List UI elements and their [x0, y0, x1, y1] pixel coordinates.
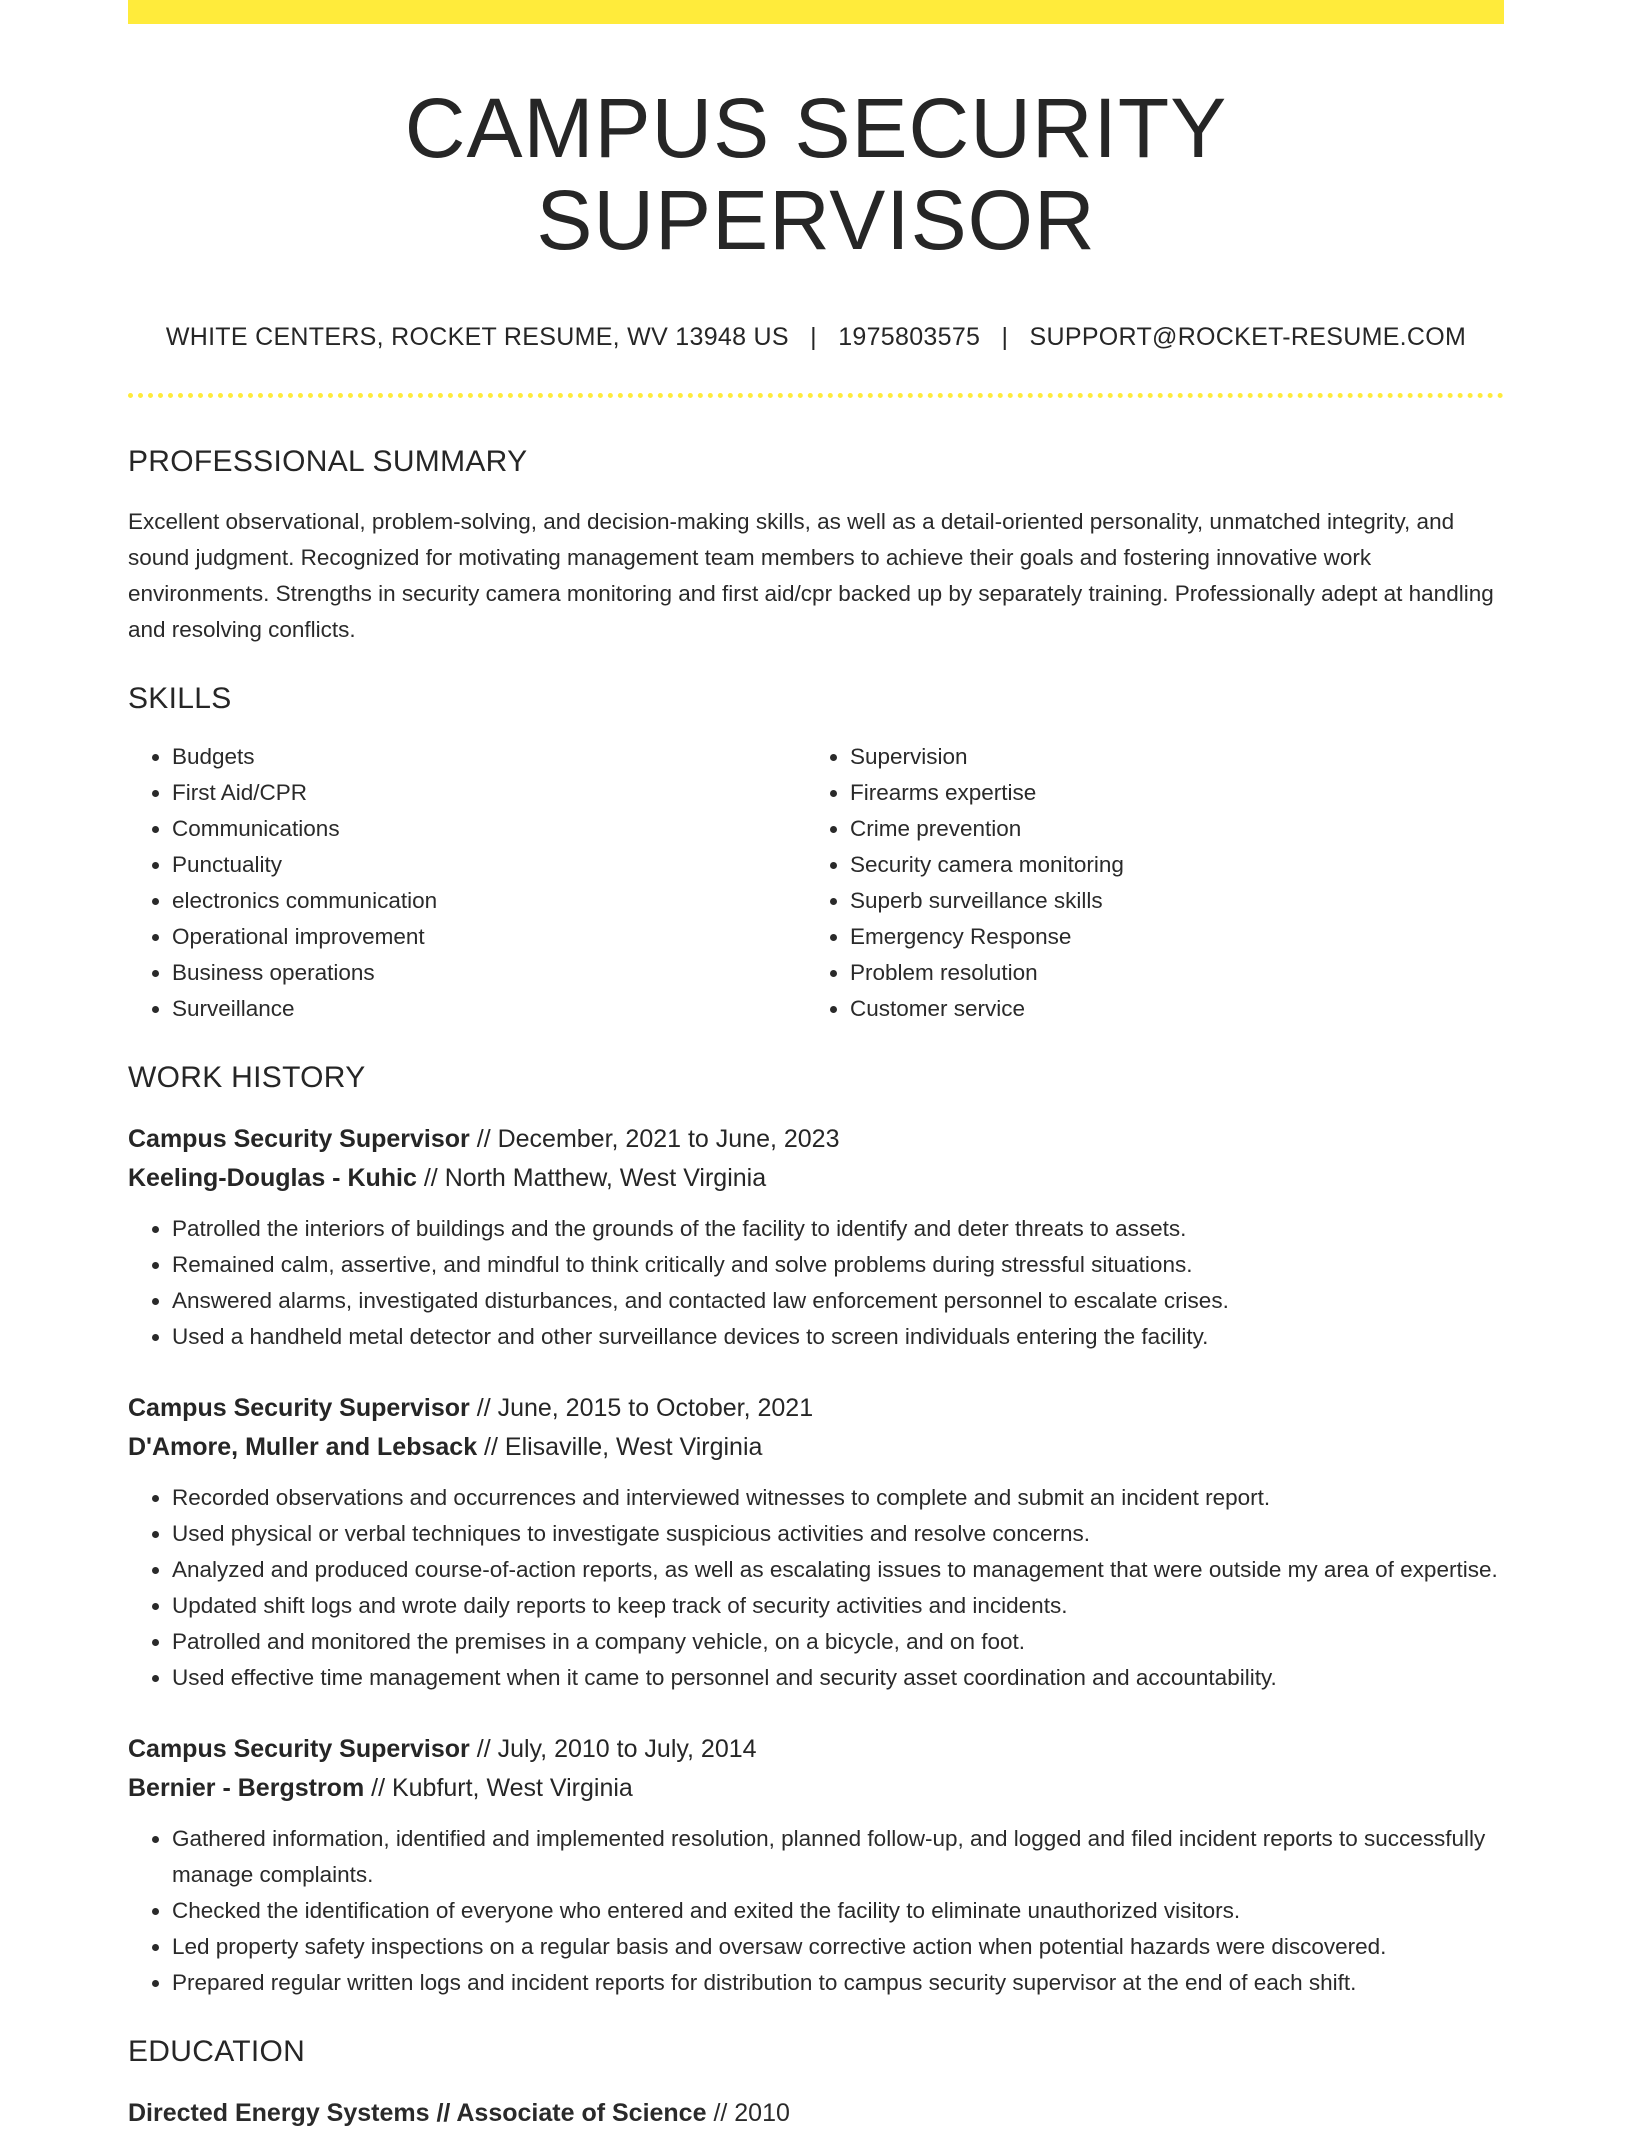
- education-year: // 2010: [706, 2099, 790, 2128]
- job-location: // North Matthew, West Virginia: [416, 1164, 767, 1193]
- dotted-divider: [128, 393, 1504, 398]
- contact-line: [128, 321, 1504, 354]
- job-bullet: • Answered alarms, investigated disturbances, and contacted law enforcement personnel to escalate crises.: [172, 1283, 1504, 1319]
- job-bullet: • Gathered information, identified and implemented resolution, planned follow-up, and logged and filed incident reports to successfully manage complaints.: [172, 1821, 1504, 1893]
- contact-phone: 1975803575: [838, 322, 981, 351]
- contact-email: SUPPORT@ROCKET-RESUME.COM: [1029, 322, 1467, 351]
- work-history-heading: WORK HISTORY: [128, 1061, 366, 1095]
- skill-item: • Supervision: [850, 739, 1484, 775]
- job-role-line: [128, 1730, 1504, 1769]
- job-entry: [128, 1730, 1504, 2001]
- job-bullet: • Used physical or verbal techniques to investigate suspicious activities and resolve concerns.: [172, 1516, 1504, 1552]
- education-entry: [128, 2094, 1504, 2133]
- skill-item: • Budgets: [172, 739, 806, 775]
- job-entry: [128, 1120, 1504, 1355]
- job-role-line: [128, 1120, 1504, 1159]
- skills-left-column: [128, 739, 806, 1027]
- skills-right-column: [806, 739, 1484, 1027]
- job-company-line: [128, 1769, 1504, 1808]
- skill-item: • Problem resolution: [850, 955, 1484, 991]
- job-company: Keeling-Douglas - Kuhic: [128, 1164, 417, 1193]
- skill-item: • Customer service: [850, 991, 1484, 1027]
- job-bullet: • Patrolled the interiors of buildings and the grounds of the facility to identify and deter threats to assets.: [172, 1211, 1504, 1247]
- job-dates: // July, 2010 to July, 2014: [469, 1735, 757, 1764]
- job-bullet: • Patrolled and monitored the premises in a company vehicle, on a bicycle, and on foot.: [172, 1624, 1504, 1660]
- summary-heading: PROFESSIONAL SUMMARY: [128, 445, 528, 479]
- job-bullet: • Led property safety inspections on a regular basis and oversaw corrective action when potential hazards were discovered.: [172, 1929, 1504, 1965]
- skill-item: • electronics communication: [172, 883, 806, 919]
- job-dates: // December, 2021 to June, 2023: [469, 1125, 840, 1154]
- skill-item: • Firearms expertise: [850, 775, 1484, 811]
- job-role: Campus Security Supervisor: [128, 1394, 470, 1423]
- job-dates: // June, 2015 to October, 2021: [469, 1394, 814, 1423]
- skill-item: • Crime prevention: [850, 811, 1484, 847]
- job-company: D'Amore, Muller and Lebsack: [128, 1433, 478, 1462]
- skill-item: • Business operations: [172, 955, 806, 991]
- skills-heading: SKILLS: [128, 682, 232, 716]
- skill-item: • Security camera monitoring: [850, 847, 1484, 883]
- skill-item: • First Aid/CPR: [172, 775, 806, 811]
- job-company-line: [128, 1428, 1504, 1467]
- skill-item: • Operational improvement: [172, 919, 806, 955]
- job-bullets: [128, 1211, 1504, 1355]
- resume-title: CAMPUS SECURITY SUPERVISOR: [404, 81, 1228, 268]
- skill-item: • Emergency Response: [850, 919, 1484, 955]
- job-bullets: [128, 1821, 1504, 2001]
- education-school-degree: Directed Energy Systems // Associate of Science: [128, 2099, 707, 2128]
- resume-page: [128, 0, 1504, 2133]
- education-heading: EDUCATION: [128, 2035, 306, 2069]
- job-bullet: • Updated shift logs and wrote daily reports to keep track of security activities and incidents.: [172, 1588, 1504, 1624]
- job-role: Campus Security Supervisor: [128, 1735, 470, 1764]
- job-role: Campus Security Supervisor: [128, 1125, 470, 1154]
- contact-address: WHITE CENTERS, ROCKET RESUME, WV 13948 US: [165, 322, 789, 351]
- job-bullet: • Remained calm, assertive, and mindful to think critically and solve problems during stressful situations.: [172, 1247, 1504, 1283]
- job-bullet: • Checked the identification of everyone who entered and exited the facility to eliminate unauthorized visitors.: [172, 1893, 1504, 1929]
- summary-text: Excellent observational, problem-solving, and decision-making skills, as well as a detail-oriented personality, unmatched integrity, and sound judgment. Recognized for motivating management team members to achieve their goals and fostering innovative work environments. Strengths in security camera monitoring and first aid/cpr backed up by separately training. Professionally adept at handling and resolving conflicts.: [128, 509, 1494, 643]
- job-company-line: [128, 1159, 1504, 1198]
- skill-item: • Superb surveillance skills: [850, 883, 1484, 919]
- job-bullet: • Prepared regular written logs and incident reports for distribution to campus security supervisor at the end of each shift.: [172, 1965, 1504, 2001]
- job-bullet: • Recorded observations and occurrences and interviewed witnesses to complete and submit an incident report.: [172, 1480, 1504, 1516]
- job-bullet: • Used effective time management when it came to personnel and security asset coordination and accountability.: [172, 1660, 1504, 1696]
- skills-list: [128, 739, 1504, 1027]
- skill-item: • Surveillance: [172, 991, 806, 1027]
- job-location: // Elisaville, West Virginia: [477, 1433, 763, 1462]
- job-bullet: • Analyzed and produced course-of-action reports, as well as escalating issues to management that were outside my area of expertise.: [172, 1552, 1504, 1588]
- job-bullet: • Used a handheld metal detector and other surveillance devices to screen individuals entering the facility.: [172, 1319, 1504, 1355]
- contact-separator: |: [810, 322, 817, 351]
- job-location: // Kubfurt, West Virginia: [364, 1774, 633, 1803]
- skill-item: • Punctuality: [172, 847, 806, 883]
- accent-top-bar: [128, 0, 1504, 24]
- job-entry: [128, 1389, 1504, 1696]
- job-bullets: [128, 1480, 1504, 1696]
- contact-separator: |: [1001, 322, 1009, 351]
- skill-item: • Communications: [172, 811, 806, 847]
- job-company: Bernier - Bergstrom: [128, 1774, 365, 1803]
- job-role-line: [128, 1389, 1504, 1428]
